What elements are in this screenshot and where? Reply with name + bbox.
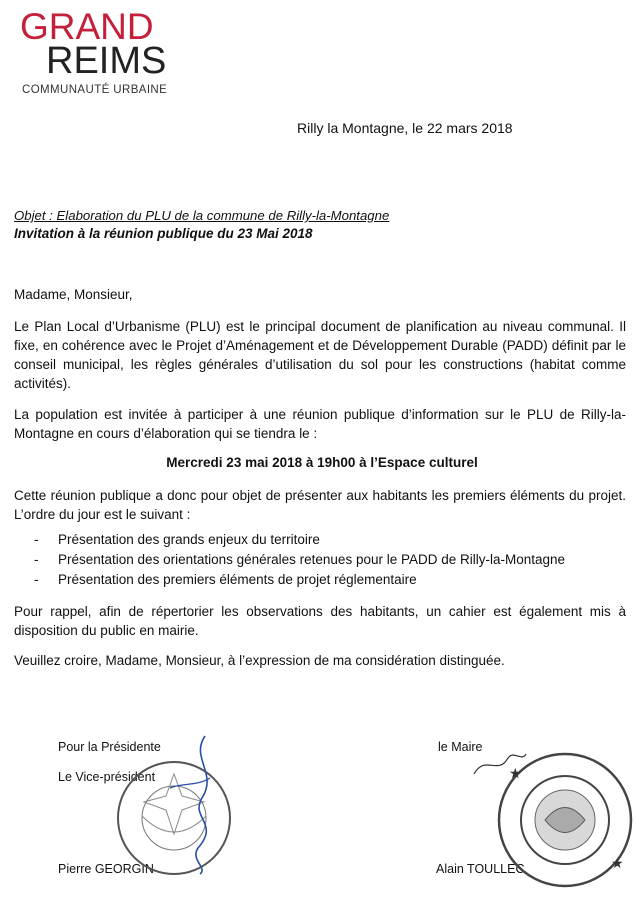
agenda-item-text: Présentation des orientations générales retenues pour le PADD de Rilly-la-Montagne [58, 552, 566, 567]
signature-right-name: Alain TOULLEC [436, 862, 525, 876]
signature-left-title: Pour la Présidente [58, 740, 161, 754]
object-line: Objet : Elaboration du PLU de la commune de Rilly-la-Montagne [14, 208, 390, 223]
signature-left-scribble [150, 728, 240, 878]
paragraph-plu: Le Plan Local d’Urbanisme (PLU) est le principal document de planification au niveau communal. Il fixe, en cohérence avec le Projet d’Aménagement et de Développement Durable (PADD) définit par le conseil municipal, les règles générales d’utilisation du sol pour les constructions (habitat comme activités). [14, 319, 626, 391]
invitation-title: Invitation à la réunion publique du 23 Mai 2018 [14, 226, 313, 241]
place-date: Rilly la Montagne, le 22 mars 2018 [297, 120, 513, 136]
paragraph-invitation: La population est invitée à participer à une réunion publique d’information sur le PLU de Rilly-la-Montagne en cours d’élaboration qui se tiendra le : [14, 407, 626, 441]
salutation: Madame, Monsieur, [14, 287, 133, 302]
agenda-list [34, 530, 565, 590]
signature-right-scribble [470, 744, 530, 784]
svg-text:★: ★ [611, 856, 624, 872]
logo-reims: REIMS [46, 40, 167, 82]
signature-right-title: le Maire [438, 740, 483, 754]
list-dash: - [34, 552, 39, 567]
agenda-item [34, 550, 565, 570]
list-dash: - [34, 532, 39, 547]
paragraph-closing: Veuillez croire, Madame, Monsieur, à l’expression de ma considération distinguée. [14, 653, 505, 668]
agenda-item [34, 570, 565, 590]
paragraph-agenda-intro: Cette réunion publique a donc pour objet de présenter aux habitants les premiers éléments du projet. L’ordre du jour est le suivant : [14, 488, 626, 522]
agenda-item-text: Présentation des premiers éléments de projet réglementaire [58, 572, 417, 587]
agenda-item-text: Présentation des grands enjeux du territoire [58, 532, 320, 547]
logo-grand: GRAND [20, 6, 154, 47]
signature-left-name: Pierre GEORGIN [58, 862, 154, 876]
logo-subtitle: COMMUNAUTÉ URBAINE [22, 84, 168, 96]
agenda-item [34, 530, 565, 550]
meeting-date: Mercredi 23 mai 2018 à 19h00 à l’Espace culturel [166, 455, 478, 470]
signature-left-role: Le Vice-président [58, 770, 156, 784]
list-dash: - [34, 572, 39, 587]
svg-text:★: ★ [509, 766, 522, 782]
paragraph-reminder: Pour rappel, afin de répertorier les observations des habitants, un cahier est également mis à disposition du public en mairie. [14, 604, 626, 638]
